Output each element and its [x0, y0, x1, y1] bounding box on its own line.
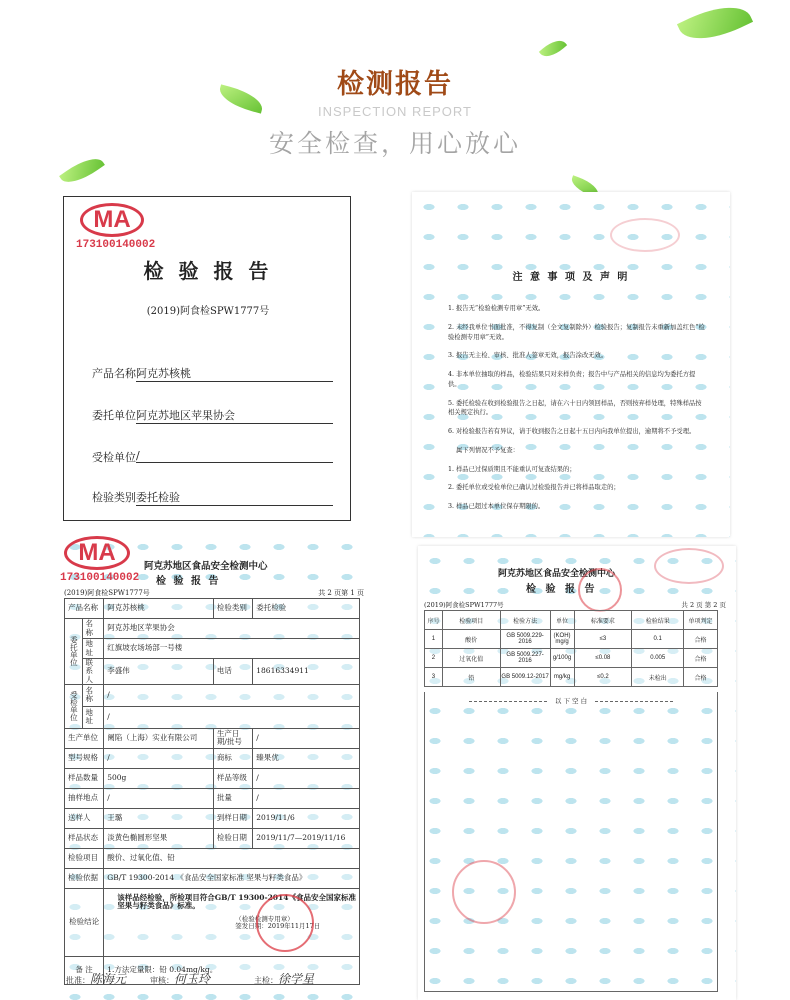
page-subtitle: INSPECTION REPORT [317, 104, 472, 119]
cover-field-label: 检验类别 [92, 491, 136, 504]
cell-label: 产品名称 [65, 599, 104, 619]
cell-value: 阑陷（上海）实业有限公司 [104, 728, 214, 748]
column-header: 序号 [425, 611, 443, 630]
cell-label: 送样人 [65, 808, 104, 828]
column-header: 检验结果 [632, 611, 684, 630]
cell-label: 批量 [213, 788, 252, 808]
cover-field-label: 委托单位 [92, 409, 136, 422]
cma-stamp-code: 173100140002 [60, 572, 140, 584]
cell-value: 委托检验 [253, 599, 360, 619]
cell-label: 名称 [82, 619, 104, 639]
table-cell: 0.1 [632, 630, 684, 649]
notice-list [448, 304, 706, 512]
cell-value: / [253, 788, 360, 808]
cell-label: 检验类别 [213, 599, 252, 619]
reviewer-signature [150, 970, 210, 987]
notice-item: 1. 报告无“检验检测专用章”无效。 [448, 305, 545, 312]
page-title: 检测报告 [337, 69, 453, 100]
cell-label: 商标 [213, 748, 252, 768]
cell-value: / [104, 748, 214, 768]
table-cell: 酸价 [442, 630, 500, 649]
cell-label: 电话 [213, 659, 252, 685]
notice-item: 4. 非本单位抽取的样品，检验结果只对来样负责；报告中与产品相关的信息均为委托方提供。 [448, 371, 696, 388]
report-title: 检 验 报 告 [156, 576, 221, 587]
notice-item: 1. 样品已过保质期且不能重认可复查结果的； [448, 465, 576, 473]
report-info-table [64, 598, 360, 985]
cell-value: 王璐 [104, 808, 214, 828]
conclusion-cell [104, 888, 360, 956]
table-cell: ≤3 [574, 630, 632, 649]
cell-value: / [253, 728, 360, 748]
notice-page [412, 192, 730, 537]
cell-value: 1.方法定量限：铅 0.04mg/kg。 [104, 956, 360, 984]
cell-value: GB/T 19300-2014 《食品安全国家标准 坚果与籽类食品》 [104, 868, 360, 888]
cell-value: 2019/11/7—2019/11/16 [253, 828, 360, 848]
cover-client-value: 阿克苏地区苹果协会 [136, 407, 333, 424]
inspector-label: 主检： [254, 976, 278, 985]
cover-field-label: 产品名称 [92, 367, 136, 380]
results-center-name: 阿克苏地区食品安全检测中心 [498, 569, 616, 579]
cover-product-value: 阿克苏核桃 [136, 365, 333, 382]
cell-value: / [104, 788, 214, 808]
cell-value: 臻果优 [253, 748, 360, 768]
cell-label: 样品数量 [65, 768, 104, 788]
cell-label: 样品状态 [65, 828, 104, 848]
table-cell: mg/kg [550, 668, 574, 687]
notice-item: 5. 委托检验在收到检验报告之日起，请在六十日内领回样品，否则按弃样处理，特殊样品按相关规定执行。 [448, 399, 702, 417]
cell-group-label: 委托单位 [65, 619, 83, 685]
page-slogan: 安全检查，用心放心 [268, 129, 521, 158]
cell-label: 生产单位 [65, 728, 104, 748]
cell-value: / [104, 706, 360, 728]
official-seal [452, 860, 516, 924]
cma-stamp: MA [80, 203, 144, 237]
reviewer-label: 审核： [150, 976, 174, 985]
cell-label: 联系人 [82, 659, 104, 685]
column-header: 单位 [550, 611, 574, 630]
cell-value: 红旗坡农场场部一号楼 [104, 639, 360, 659]
table-cell: 3 [425, 668, 443, 687]
inspector-name: 徐学星 [278, 972, 315, 986]
notice-title: 注 意 事 项 及 声 明 [512, 272, 630, 283]
cover-field-label: 受检单位 [92, 451, 136, 464]
cma-stamp-code: 173100140002 [76, 239, 156, 251]
issue-date-label: 签发日期： [235, 922, 268, 931]
cover-inspected-value: / [136, 449, 333, 463]
table-row [425, 630, 718, 649]
notice-item: 6. 对检验报告若有异议，请于收到报告之日起十五日内向我单位提出，逾期将不予受理。 [448, 428, 696, 435]
column-header: 检验方法 [500, 611, 550, 630]
table-row [425, 649, 718, 668]
cell-value: / [253, 768, 360, 788]
column-header: 单项判定 [684, 611, 718, 630]
table-cell: GB 5009.229-2016 [500, 630, 550, 649]
faint-stamp [610, 218, 680, 252]
column-header: 检验项目 [442, 611, 500, 630]
blank-note-text: 以 下 空 白 [554, 697, 588, 705]
official-seal [256, 894, 314, 952]
table-cell: GB 5009.12-2017 [500, 668, 550, 687]
conclusion-stamp-text: （检验检测专用章） [235, 915, 294, 924]
report-page-2 [418, 546, 736, 1000]
cell-label: 生产日期/批号 [213, 728, 252, 748]
table-cell: 铅 [442, 668, 500, 687]
faint-stamp [654, 548, 724, 584]
cell-value: / [104, 684, 360, 706]
approver-label: 批准： [66, 976, 90, 985]
cell-value: 18616334911 [253, 659, 360, 685]
cell-label: 检验日期 [213, 828, 252, 848]
leaf-decoration [677, 0, 753, 51]
notice-item: 2. 委托单位或受检单位已确认过检验报告并已将样品取走的； [448, 484, 620, 492]
cover-category-value: 委托检验 [136, 489, 333, 506]
table-row [425, 668, 718, 687]
table-cell: 0.005 [632, 649, 684, 668]
cell-value: 淡黄色椭圆形坚果 [104, 828, 214, 848]
report-cover-page [63, 196, 351, 521]
table-cell: g/100g [550, 649, 574, 668]
column-header: 标准要求 [574, 611, 632, 630]
cell-label: 型号规格 [65, 748, 104, 768]
cell-label: 检验依据 [65, 868, 104, 888]
report-page-1 [58, 532, 370, 1000]
cell-label: 样品等级 [213, 768, 252, 788]
cell-group-label: 受检单位 [65, 684, 83, 728]
cell-label: 抽样地点 [65, 788, 104, 808]
cell-value: 500g [104, 768, 214, 788]
table-cell: 过氧化值 [442, 649, 500, 668]
report-center-name: 阿克苏地区食品安全检测中心 [144, 561, 268, 572]
cell-value: 阿克苏核桃 [104, 599, 214, 619]
cell-value: 2019/11/6 [253, 808, 360, 828]
table-cell: 合格 [684, 630, 718, 649]
report-page-count: 共 2 页第 1 页 [318, 589, 364, 597]
cell-value: 酸价、过氧化值、铅 [104, 848, 360, 868]
cell-label: 检验结论 [65, 888, 104, 956]
leaf-decoration [539, 35, 567, 62]
cma-stamp: MA [64, 536, 130, 570]
table-cell: (KOH) mg/g [550, 630, 574, 649]
inspector-signature [254, 970, 314, 987]
cell-label: 地址 [82, 706, 104, 728]
table-cell: GB 5009.227-2016 [500, 649, 550, 668]
cell-label: 名称 [82, 684, 104, 706]
results-page-count: 共 2 页 第 2 页 [681, 601, 726, 609]
table-cell: 未检出 [632, 668, 684, 687]
cell-value: 阿克苏地区苹果协会 [104, 619, 360, 639]
report-number: (2019)阿食检SPW1777号 [64, 589, 150, 597]
approver-name: 陈海元 [90, 972, 127, 986]
table-cell: 合格 [684, 668, 718, 687]
cell-label: 到样日期 [213, 808, 252, 828]
results-table [424, 610, 718, 687]
notice-item: 2. 未经我单位书面批准，不得复制（全文复制除外）检验报告；复制报告未重新加盖红色“检验检测专用章”无效。 [448, 323, 705, 341]
results-report-no: (2019)阿食检SPW1777号 [424, 601, 504, 609]
notice-item: 3. 报告无主检、审核、批准人签章无效，报告涂改无效。 [448, 352, 608, 360]
table-cell: 1 [425, 630, 443, 649]
cell-label: 检验项目 [65, 848, 104, 868]
cell-value: 李盛伟 [104, 659, 214, 685]
notice-item: 3. 样品已超过本单位保存期限的。 [448, 503, 545, 510]
approver-signature [66, 970, 126, 987]
reviewer-name: 何玉玲 [174, 972, 211, 986]
results-title: 检 验 报 告 [526, 584, 598, 595]
cover-title: 检 验 报 告 [143, 259, 273, 283]
cover-report-no: (2019)阿食检SPW1777号 [146, 306, 270, 317]
table-cell: 2 [425, 649, 443, 668]
table-cell: ≤0.2 [574, 668, 632, 687]
official-seal [578, 568, 622, 612]
cell-label: 备 注 [65, 956, 104, 984]
cell-label: 地址 [82, 639, 104, 659]
results-frame [424, 692, 718, 992]
conclusion-text: 该样品经检验，所检项目符合GB/T 19300-2014《食品安全国家标准 坚果与籽类食品》标准。 [117, 892, 356, 910]
table-cell: 合格 [684, 649, 718, 668]
notice-item: 属下列情况不予复查： [456, 446, 519, 454]
table-cell: ≤0.08 [574, 649, 632, 668]
issue-date-value: 2019年11月17日 [267, 922, 321, 931]
